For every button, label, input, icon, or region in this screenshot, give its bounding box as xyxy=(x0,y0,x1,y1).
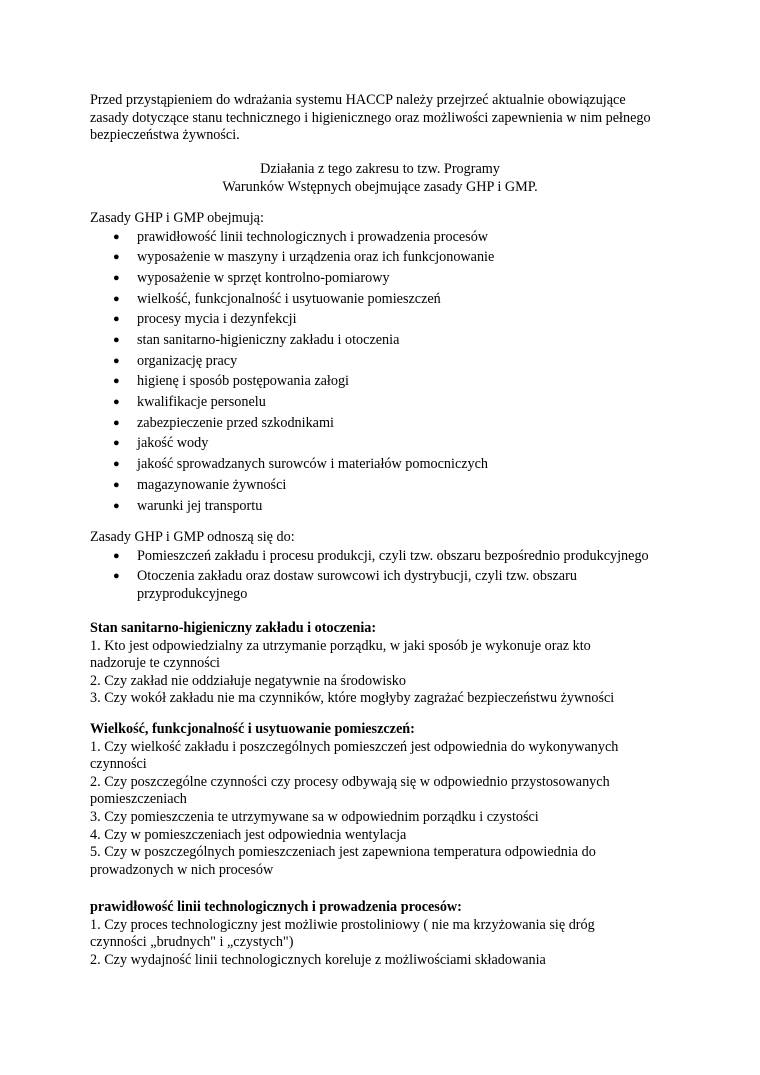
list-item-text: higienę i sposób postępowania załogi xyxy=(137,373,349,390)
bullet-icon: ● xyxy=(113,375,120,388)
list-item xyxy=(90,435,690,456)
list-item xyxy=(90,311,690,332)
list-item xyxy=(90,373,690,394)
section-lines xyxy=(90,899,650,969)
list-item-text: magazynowanie żywności xyxy=(137,476,287,493)
question-item: 3. Czy pomieszczenia te utrzymywane sa w odpowiednim porządku i czystości xyxy=(90,808,539,825)
list-item-text: stan sanitarno-higieniczny zakładu i otoczenia xyxy=(137,332,400,349)
section-heading: Stan sanitarno-higieniczny zakładu i otoczenia: xyxy=(90,620,377,636)
bullet-icon: ● xyxy=(113,478,120,491)
list-item xyxy=(90,456,690,477)
list-item-text: wyposażenie w sprzęt kontrolno-pomiarowy xyxy=(137,269,390,286)
center-line-2: Warunków Wstępnych obejmujące zasady GHP i GMP. xyxy=(222,178,538,195)
list-item-text: Otoczenia zakładu oraz dostaw surowcowi ich dystrybucji, czyli tzw. obszaru przyprodukcyjnego xyxy=(137,568,577,602)
bullet-icon: ● xyxy=(113,396,120,409)
section-rooms xyxy=(90,721,650,879)
bullet-icon: ● xyxy=(113,437,120,450)
list-item xyxy=(90,548,680,566)
question-item: 4. Czy w pomieszczeniach jest odpowiednia wentylacja xyxy=(90,826,407,843)
list-item-text: kwalifikacje personelu xyxy=(137,394,266,411)
center-line-1: Działania z tego zakresu to tzw. Programy xyxy=(260,161,500,177)
list-item xyxy=(90,568,607,603)
list-item xyxy=(90,270,690,291)
list-item xyxy=(90,353,690,374)
list-item xyxy=(90,394,690,415)
bullet-icon: ● xyxy=(113,458,120,471)
list-item-text: prawidłowość linii technologicznych i prowadzenia procesów xyxy=(137,228,489,245)
scope-intro-text: Zasady GHP i GMP odnoszą się do: xyxy=(90,529,295,545)
list-item xyxy=(90,249,690,270)
list-item xyxy=(90,498,690,519)
ghp-section xyxy=(90,210,690,518)
question-item: 1. Czy wielkość zakładu i poszczególnych pomieszczeń jest odpowiednia do wykonywanych czynności xyxy=(90,738,619,773)
bullet-icon: ● xyxy=(113,292,120,305)
list-item xyxy=(90,415,690,436)
list-item-text: wielkość, funkcjonalność i usytuowanie pomieszczeń xyxy=(137,290,441,307)
ghp-intro-text: Zasady GHP i GMP obejmują: xyxy=(90,210,264,226)
question-item: 2. Czy zakład nie oddziałuje negatywnie na środowisko xyxy=(90,672,406,689)
section-heading: Wielkość, funkcjonalność i usytuowanie pomieszczeń: xyxy=(90,721,415,737)
list-item-text: wyposażenie w maszyny i urządzenia oraz ich funkcjonowanie xyxy=(137,249,495,266)
intro-paragraph xyxy=(90,92,660,145)
list-item-text: jakość wody xyxy=(137,435,209,452)
intro-text: Przed przystąpieniem do wdrażania systemu HACCP należy przejrzeć aktualnie obowiązujące zasady dotyczące stanu technicznego i higienicznego oraz możliwości zapewnienia w nim pełnego bezpieczeństwa żywności. xyxy=(90,92,651,144)
bullet-icon: ● xyxy=(113,549,120,562)
list-item-text: zabezpieczenie przed szkodnikami xyxy=(137,414,334,431)
list-item-text: procesy mycia i dezynfekcji xyxy=(137,311,297,328)
bullet-icon: ● xyxy=(113,570,120,583)
bullet-icon: ● xyxy=(113,251,120,264)
bullet-icon: ● xyxy=(113,313,120,326)
bullet-icon: ● xyxy=(113,354,120,367)
bullet-icon: ● xyxy=(113,334,120,347)
list-item xyxy=(90,229,690,250)
list-item-text: organizację pracy xyxy=(137,352,238,369)
question-item: 5. Czy w poszczególnych pomieszczeniach jest zapewniona temperatura odpowiednia do prowadzonych w nich procesów xyxy=(90,844,596,878)
section-sanitary xyxy=(90,620,650,708)
question-item: 1. Kto jest odpowiedzialny za utrzymanie porządku, w jaki sposób je wykonuje oraz kto nadzoruje te czynności xyxy=(90,637,591,672)
question-item: 3. Czy wokół zakładu nie ma czynników, które mogłyby zagrażać bezpieczeństwu żywności xyxy=(90,690,615,707)
list-item xyxy=(90,477,690,498)
scope-bullet-list xyxy=(90,548,680,604)
bullet-icon: ● xyxy=(113,416,120,429)
section-heading: prawidłowość linii technologicznych i prowadzenia procesów: xyxy=(90,899,462,915)
list-item xyxy=(90,332,690,353)
question-item: 1. Czy proces technologiczny jest możliwie prostoliniowy ( nie ma krzyżowania się dróg czynności „brudnych" i „czystych") xyxy=(90,916,595,951)
list-item-text: jakość sprowadzanych surowców i materiałów pomocniczych xyxy=(137,456,489,473)
ghp-bullet-list xyxy=(90,229,690,519)
scope-section xyxy=(90,529,680,606)
bullet-icon: ● xyxy=(113,271,120,284)
question-item: 2. Czy wydajność linii technologicznych koreluje z możliwościami składowania xyxy=(90,951,546,968)
center-note xyxy=(90,161,670,196)
bullet-icon: ● xyxy=(113,230,120,243)
list-item xyxy=(90,291,690,312)
list-item-text: warunki jej transportu xyxy=(137,497,263,514)
bullet-icon: ● xyxy=(113,499,120,512)
list-item-text: Pomieszczeń zakładu i procesu produkcji, czyli tzw. obszaru bezpośrednio produkcyjnego xyxy=(137,547,649,564)
question-item: 2. Czy poszczególne czynności czy procesy odbywają się w odpowiednio przystosowanych pomieszczeniach xyxy=(90,773,610,808)
